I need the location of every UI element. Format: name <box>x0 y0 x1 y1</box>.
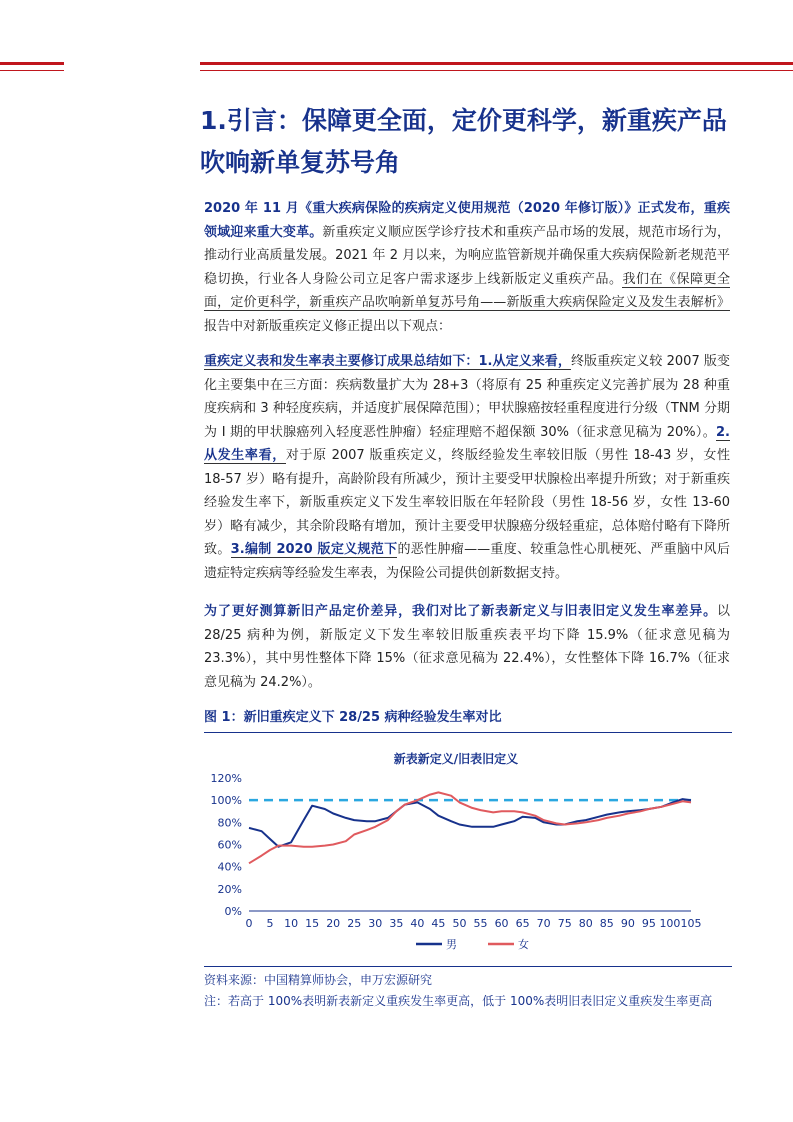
figure-source: 资料来源：中国精算师协会，申万宏源研究 <box>204 973 433 987</box>
x-tick-label: 20 <box>326 917 341 930</box>
header-rule-left <box>0 62 64 65</box>
comparison-lead: 为了更好测算新旧产品定价差异，我们对比了新表新定义与旧表旧定义发生率差异。 <box>204 604 717 619</box>
x-tick-label: 30 <box>368 917 383 930</box>
x-tick-label: 105 <box>680 917 702 930</box>
x-tick-label: 75 <box>557 917 572 930</box>
y-tick-label: 40% <box>217 860 242 874</box>
x-tick-label: 60 <box>494 917 509 930</box>
x-tick-label: 80 <box>578 917 593 930</box>
x-tick-label: 70 <box>536 917 551 930</box>
y-tick-label: 20% <box>217 882 242 896</box>
figure-note: 注：若高于 100%表明新表新定义重疾发生率更高，低于 100%表明旧表旧定义重疾发生率更高 <box>204 994 713 1008</box>
x-tick-label: 100 <box>659 917 681 930</box>
header-rule-right <box>200 62 793 65</box>
y-tick-label: 100% <box>210 794 242 808</box>
y-tick-label: 60% <box>217 838 242 852</box>
summary-point-1: 终版重疾定义较 2007 版变化主要集中在三方面：疾病数量扩大为 28+3（将原有 25 种重疾定义完善扩展为 28 种重度疾病和 3 种轻度疾病，并适度扩展保障范围）；甲状腺癌按轻重程度进行分级（TNM 分期为 I 期的甲状腺癌列入轻度恶性肿瘤）轻症理赔不超保额 30%（征求意见稿为 20%）。 <box>204 354 731 440</box>
figure-bottom-rule <box>204 966 732 967</box>
x-tick-label: 85 <box>599 917 614 930</box>
paragraph-intro <box>204 197 730 338</box>
x-tick-label: 90 <box>620 917 635 930</box>
x-tick-label: 10 <box>284 917 299 930</box>
figure-top-rule <box>204 732 732 733</box>
paragraph-summary <box>204 350 730 585</box>
x-tick-label: 50 <box>452 917 467 930</box>
x-tick-label: 5 <box>266 917 274 930</box>
line-chart <box>204 742 732 967</box>
report-title-link[interactable]: 我们在《保障更全面，定价更科学，新重疾产品吹响新单复苏号角——新版重大疾病保险定义及发生表解析》 <box>204 271 730 310</box>
figure-title: 图 1：新旧重疾定义下 28/25 病种经验发生率对比 <box>204 710 502 725</box>
x-tick-label: 45 <box>431 917 446 930</box>
header-rule-right-thin <box>200 70 793 71</box>
summary-lead: 重疾定义表和发生率表主要修订成果总结如下：1.从定义来看， <box>204 354 571 369</box>
y-tick-label: 0% <box>224 905 242 918</box>
paragraph-intro-body: 新重疾定义顺应医学诊疗技术和重疾产品市场的发展，规范市场行为，推动行业高质量发展。2021 年 2 月以来，为响应监管新规并确保重大疾病保险新老规范平稳切换，行业各人身险公司立足客户需求逐步上线新版定义重疾产品。 <box>204 224 730 287</box>
header-rule-left-thin <box>0 70 64 71</box>
legend-label-male: 男 <box>446 938 457 951</box>
x-tick-label: 0 <box>245 917 253 930</box>
comparison-body: 以 28/25 病种为例，新版定义下发生率较旧版重疾表平均下降 15.9%（征求意见稿为 23.3%），其中男性整体下降 15%（征求意见稿为 22.4%），女性整体下降 16.7%（征求意见稿为 24.2%）。 <box>204 604 730 690</box>
y-tick-label: 80% <box>217 816 242 830</box>
x-tick-label: 15 <box>305 917 320 930</box>
summary-point-2: 对于原 2007 版重疾定义，终版经验发生率较旧版（男性 18-43 岁，女性 18-57 岁）略有提升，高龄阶段有所减少，预计主要受甲状腺检出率提升所致；对于新重疾经验发生率下，新版重疾定义下发生率较旧版在年轻阶段（男性 18-56 岁，女性 13-60 岁）略有减少，其余阶段略有增加，预计主要受甲状腺癌分级轻重症，总体赔付略有下降所致。 <box>204 448 730 557</box>
section-heading: 1.引言：保障更全面，定价更科学，新重疾产品吹响新单复苏号角 <box>200 106 727 177</box>
x-tick-label: 55 <box>473 917 488 930</box>
paragraph-intro-tail: 报告中对新版重疾定义修正提出以下观点： <box>204 318 452 334</box>
paragraph-comparison <box>204 600 730 694</box>
x-tick-label: 25 <box>347 917 362 930</box>
paragraph-intro-lead: 2020 年 11 月《重大疾病保险的疾病定义使用规范（2020 年修订版）》正式发布，重疾领域迎来重大变革。 <box>204 201 730 240</box>
series-line-female <box>249 792 691 863</box>
x-tick-label: 35 <box>389 917 404 930</box>
x-tick-label: 40 <box>410 917 425 930</box>
chart-title: 新表新定义/旧表旧定义 <box>393 752 519 766</box>
x-tick-label: 65 <box>515 917 530 930</box>
summary-lead-2: 2.从发生率看， <box>204 424 730 463</box>
summary-lead-3: 3.编制 2020 版定义规范下 <box>230 542 398 557</box>
x-tick-label: 95 <box>641 917 656 930</box>
y-tick-label: 120% <box>210 772 242 785</box>
summary-point-3: 的恶性肿瘤——重度、较重急性心肌梗死、严重脑中风后遗症特定疾病等经验发生率表，为保险公司提供创新数据支持。 <box>204 542 730 581</box>
legend-label-female: 女 <box>518 938 529 951</box>
